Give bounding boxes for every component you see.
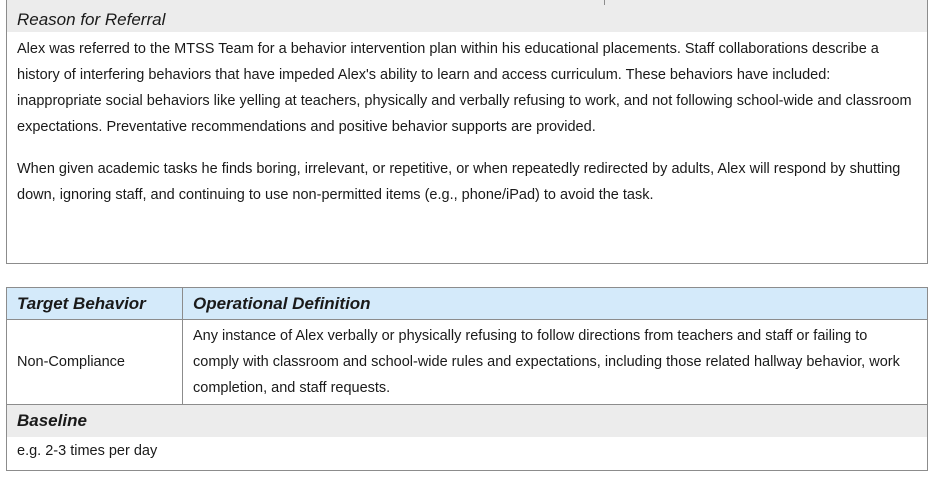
table-divider-stub <box>604 0 605 5</box>
table-row <box>7 320 927 405</box>
target-behavior-header: Target Behavior <box>7 288 183 319</box>
baseline-value: e.g. 2-3 times per day <box>17 443 158 459</box>
target-behavior-cell: Non-Compliance <box>7 320 183 404</box>
operational-definition-cell: Any instance of Alex verbally or physically refusing to follow directions from teachers and staff or failing to comply with classroom and school-wide rules and expectations, including those related hallway behavior, work completion, and staff requests. <box>193 328 900 396</box>
baseline-heading: Baseline <box>7 405 927 437</box>
referral-paragraph-1: Alex was referred to the MTSS Team for a behavior intervention plan within his educational placements. Staff collaborations describe a history of interfering behaviors that have impeded Alex's ability to learn and access curriculum. These behaviors have included: inappropriate social behaviors like yelling at teachers, physically and verbally refusing to work, and not following school-wide and classroom expectations. Preventative recommendations and positive behavior supports are provided. <box>17 41 912 135</box>
referral-heading: Reason for Referral <box>7 0 927 32</box>
referral-body <box>7 32 927 208</box>
referral-paragraph-2: When given academic tasks he finds boring, irrelevant, or repetitive, or when repeatedly redirected by adults, Alex will respond by shutting down, ignoring staff, and continuing to use non-permitted items (e.g., phone/iPad) to avoid the task. <box>17 161 901 203</box>
target-behavior-table <box>6 287 928 471</box>
table-header-row <box>7 288 927 320</box>
referral-section <box>6 0 928 264</box>
operational-definition-header: Operational Definition <box>193 294 371 313</box>
